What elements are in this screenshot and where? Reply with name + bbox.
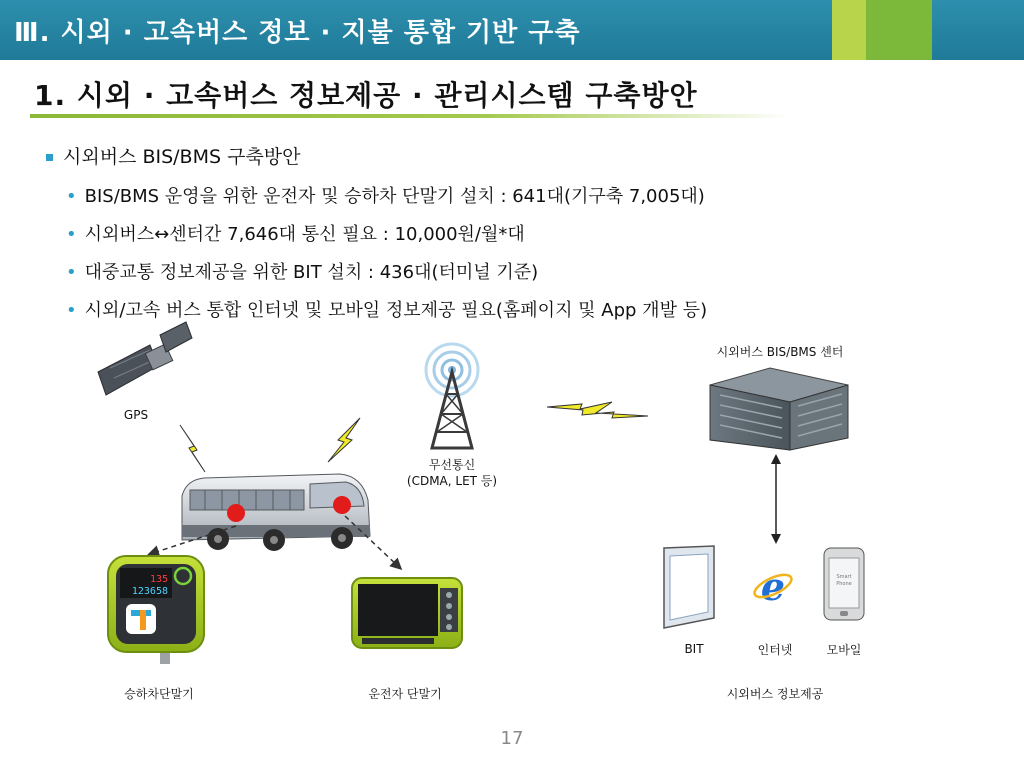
wireless-label-line1: 무선통신: [428, 458, 476, 472]
sub-bullet-text: 시외/고속 버스 통합 인터넷 및 모바일 정보제공 필요(홈페이지 및 App 개발 등): [84, 300, 708, 321]
dot-bullet-icon: •: [66, 300, 77, 321]
sub-bullet-text: 대중교통 정보제공을 위한 BIT 설치 : 436대(터미널 기준): [84, 262, 539, 283]
lightning-icon: [180, 425, 205, 472]
wireless-label-line2: (CDMA, LET 등): [406, 474, 498, 488]
internet-explorer-icon: [751, 564, 794, 609]
internet-label: 인터넷: [757, 643, 793, 657]
phone-screen-line2: Phone: [836, 581, 852, 587]
svg-text:e: e: [760, 564, 786, 609]
sub-bullet-text: BIS/BMS 운영을 위한 운전자 및 승하차 단말기 설치 : 641대(기구축 7,005대): [84, 186, 705, 207]
page-number: 17: [500, 728, 524, 749]
dot-bullet-icon: •: [66, 224, 77, 245]
driver-terminal-icon: [352, 578, 462, 648]
main-bullet-text: 시외버스 BIS/BMS 구축방안: [63, 146, 301, 168]
center-building-icon: [710, 368, 848, 450]
phone-screen-line1: Smart: [836, 574, 852, 580]
boarding-terminal-label: 승하차단말기: [124, 687, 194, 701]
dot-bullet-icon: •: [66, 186, 77, 207]
satellite-icon: [98, 322, 192, 395]
center-link-arrow: [771, 454, 781, 544]
dashed-arrow-to-driver-terminal: [345, 516, 400, 568]
slide-subtitle: 1. 시외 · 고속버스 정보제공 · 관리시스템 구축방안: [34, 79, 698, 112]
info-provision-label: 시외버스 정보제공: [726, 687, 824, 701]
lightning-icon: [547, 402, 648, 418]
driver-terminal-label: 운전자 단말기: [368, 687, 442, 701]
lightning-icon: [328, 418, 360, 462]
device-marker: [227, 504, 245, 522]
gps-label: GPS: [123, 408, 149, 422]
section-title: Ⅲ. 시외 · 고속버스 정보 · 지불 통합 기반 구축: [14, 18, 581, 48]
sub-bullet-text: 시외버스↔센터간 7,646대 통신 필요 : 10,000원/월*대: [84, 224, 525, 245]
antenna-tower-icon: [426, 344, 478, 448]
boarding-screen-top: 135: [149, 574, 168, 585]
device-marker: [333, 496, 351, 514]
boarding-screen-bottom: 123658: [131, 586, 168, 597]
bit-display-icon: [664, 546, 714, 628]
boarding-terminal-icon: [108, 556, 204, 664]
dot-bullet-icon: •: [66, 262, 77, 283]
center-label: 시외버스 BIS/BMS 센터: [716, 345, 844, 359]
mobile-label: 모바일: [826, 643, 862, 657]
bit-label: BIT: [684, 642, 704, 656]
